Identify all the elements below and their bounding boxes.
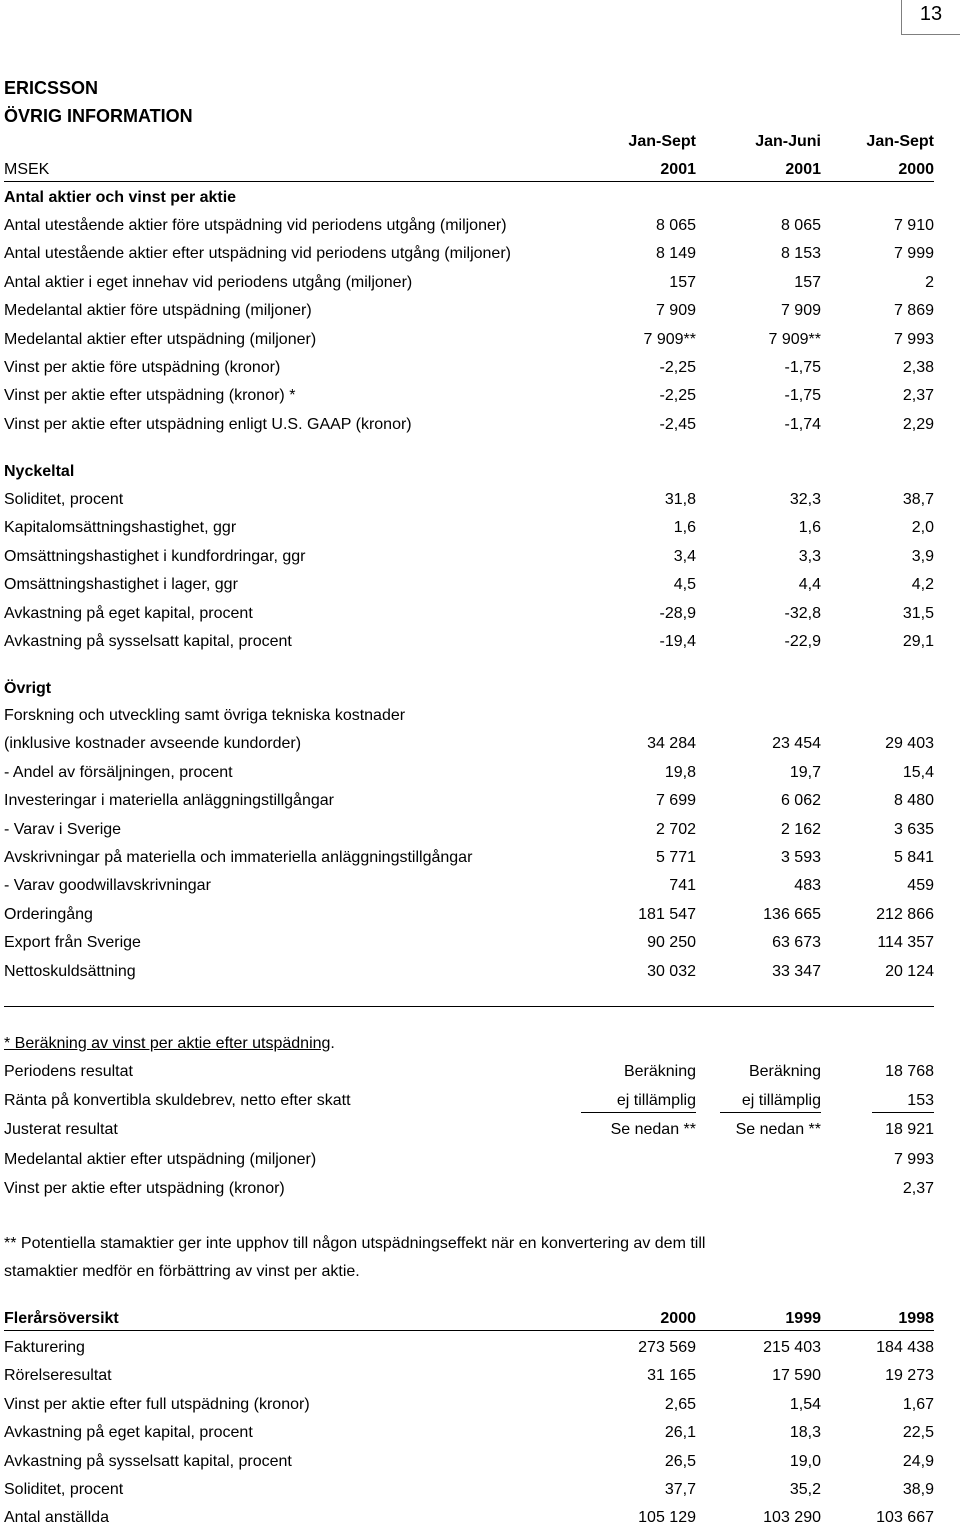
row-label: (inklusive kostnader avseende kundorder) [4, 735, 302, 753]
row-value-col2: 7 909** [768, 330, 821, 348]
calc-underline-col2 [720, 1112, 821, 1113]
row-value-col2: -1,75 [784, 387, 821, 405]
table-row [4, 382, 934, 410]
row-value-col3: 24,9 [902, 1452, 934, 1470]
row-value-col2: ej tillämplig [741, 1092, 821, 1110]
row-value-col1: 30 032 [647, 962, 696, 980]
table-row [4, 486, 934, 514]
row-label: Avkastning på sysselsatt kapital, procent [4, 633, 292, 650]
table-row [4, 759, 934, 787]
row-value-col1: 157 [669, 273, 696, 291]
row-value-col3: 31,5 [902, 604, 934, 622]
section-heading-text: Övrigt [4, 680, 52, 697]
table-row [4, 1419, 934, 1447]
row-value-col3: 7 910 [893, 217, 934, 234]
row-value-col2: 8 065 [780, 217, 821, 234]
row-label: Soliditet, procent [4, 491, 124, 508]
row-value-col2: -1,74 [784, 415, 821, 433]
row-label: Avkastning på sysselsatt kapital, procent [4, 1452, 292, 1470]
header-rule [4, 181, 934, 182]
table-row [4, 872, 934, 900]
header-col3-period: Jan-Sept [866, 133, 934, 150]
row-value-col2: 103 290 [763, 1509, 821, 1527]
table-row [4, 1476, 934, 1504]
row-value-col3: 8 480 [893, 792, 934, 810]
row-label: Rörelseresultat [4, 1367, 112, 1385]
row-value-col2: 1,54 [789, 1395, 821, 1413]
multiyear-header-row [4, 1305, 934, 1333]
row-value-col2: 63 673 [772, 934, 821, 952]
row-label: Medelantal aktier före utspädning (miljoner) [4, 302, 312, 320]
row-value-col3: 103 667 [876, 1509, 934, 1527]
row-value-col3: 459 [907, 877, 934, 895]
table-row [4, 297, 934, 325]
row-value-col3: 4,2 [911, 576, 934, 594]
row-value-col1: 7 909** [643, 330, 696, 348]
row-value-col3: 19 273 [885, 1367, 934, 1385]
header-col1-year: 2001 [660, 161, 696, 178]
header-col2-year: 2001 [785, 161, 821, 178]
row-label: Export från Sverige [4, 934, 141, 952]
row-value-col2: Beräkning [748, 1063, 821, 1080]
calc-underline-col1 [581, 1112, 696, 1113]
section-heading-key-ratios [4, 458, 934, 486]
row-value-col2: 1,6 [798, 519, 821, 537]
table-row [4, 600, 934, 628]
row-value-col2: 3,3 [798, 547, 821, 565]
row-value-col3: 114 357 [877, 934, 934, 952]
table-row [4, 411, 934, 439]
table-row [4, 901, 934, 929]
section-heading-other [4, 675, 934, 703]
table-row [4, 1087, 934, 1115]
row-value-col2: 4,4 [798, 576, 821, 594]
row-value-col3: 18 921 [885, 1121, 934, 1139]
row-value-col1: 34 284 [647, 735, 696, 753]
row-label: Nettoskuldsättning [4, 962, 136, 980]
section-heading-text: Nyckeltal [4, 463, 75, 480]
row-value-col3: 20 124 [885, 962, 934, 980]
row-value-col3: 3 635 [893, 820, 934, 838]
row-value-col2: 33 347 [772, 962, 821, 980]
row-label: Orderingång [4, 905, 93, 923]
table-row [4, 212, 934, 240]
footnote-line2: stamaktier medför en förbättring av vinst per aktie. [4, 1263, 360, 1280]
table-row [4, 1448, 934, 1476]
row-label: Vinst per aktie efter utspädning (kronor) [4, 1179, 285, 1197]
row-label: Omsättningshastighet i kundfordringar, ggr [4, 547, 306, 565]
row-label: Fakturering [4, 1339, 85, 1356]
row-value-col2: 8 153 [780, 245, 821, 263]
header-col2-period: Jan-Juni [755, 133, 821, 150]
row-label: Antal utestående aktier efter utspädning vid periodens utgång (miljoner) [4, 245, 511, 263]
row-value-col3: 2,29 [902, 415, 934, 433]
row-value-col3: 5 841 [893, 849, 934, 866]
page-subtitle: ÖVRIG INFORMATION [4, 106, 193, 126]
section-heading-text: Antal aktier och vinst per aktie [4, 189, 237, 206]
row-value-col1: ej tillämplig [616, 1092, 696, 1110]
table-row [4, 354, 934, 382]
row-label: Antal utestående aktier före utspädning vid periodens utgång (miljoner) [4, 217, 507, 234]
calc-underline-col3 [872, 1112, 934, 1113]
row-value-col3: 2,37 [902, 1179, 934, 1197]
table-row [4, 844, 934, 872]
section-heading-shares [4, 184, 934, 212]
table-row [4, 1116, 934, 1144]
row-value-col1: Se nedan ** [610, 1121, 696, 1139]
row-value-col1: -2,25 [659, 387, 696, 405]
row-value-col2: Se nedan ** [735, 1121, 821, 1139]
row-value-col2: 3 593 [780, 849, 821, 866]
table-row [4, 240, 934, 268]
table-row [4, 514, 934, 542]
row-label: Forskning och utveckling samt övriga tekniska kostnader [4, 707, 406, 724]
row-value-col3: 153 [907, 1092, 934, 1110]
table-row [4, 816, 934, 844]
row-value-col1: 31 165 [647, 1367, 696, 1385]
row-value-col3: 2,38 [902, 359, 934, 376]
row-value-col2: 6 062 [780, 792, 821, 810]
row-value-col2: 35,2 [789, 1481, 821, 1498]
row-value-col3: 38,9 [902, 1481, 934, 1498]
calc-heading-dot: . [330, 1035, 335, 1052]
row-label: Avkastning på eget kapital, procent [4, 604, 253, 622]
row-value-col1: 273 569 [638, 1339, 696, 1356]
row-value-col3: 7 869 [893, 302, 934, 320]
row-value-col3: 2,37 [902, 387, 934, 405]
row-value-col1: 5 771 [655, 849, 696, 866]
row-value-col1: 2,65 [664, 1395, 696, 1413]
table-row [4, 1362, 934, 1390]
row-value-col2: 215 403 [763, 1339, 821, 1356]
table-row [4, 1391, 934, 1419]
unit-label: MSEK [4, 161, 50, 178]
multiyear-col1-year: 2000 [660, 1310, 696, 1327]
page-number: 13 [901, 0, 960, 35]
header-period-row [4, 128, 934, 156]
row-label: Antal anställda [4, 1509, 109, 1527]
row-label: Justerat resultat [4, 1121, 118, 1139]
calc-heading-underlined: * Beräkning av vinst per aktie efter utspädning [4, 1035, 331, 1052]
row-value-col2: 23 454 [772, 735, 821, 753]
row-label: Omsättningshastighet i lager, ggr [4, 576, 238, 594]
header-col3-year: 2000 [898, 161, 934, 178]
row-label: - Varav i Sverige [4, 820, 122, 838]
row-value-col3: 1,67 [902, 1395, 934, 1413]
row-value-col1: -19,4 [659, 633, 696, 650]
table-row [4, 787, 934, 815]
row-value-col1: 3,4 [673, 547, 696, 565]
section-divider [4, 1006, 934, 1007]
row-label: Vinst per aktie efter utspädning (kronor) * [4, 387, 296, 405]
table-row [4, 1175, 934, 1203]
table-row [4, 628, 934, 656]
row-value-col1: 37,7 [664, 1481, 696, 1498]
multiyear-col2-year: 1999 [785, 1310, 821, 1327]
row-label: Vinst per aktie efter utspädning enligt U.S. GAAP (kronor) [4, 415, 412, 433]
row-value-col1: 7 699 [655, 792, 696, 810]
row-value-col1: Beräkning [623, 1063, 696, 1080]
row-value-col1: 26,1 [664, 1424, 696, 1442]
row-label: Periodens resultat [4, 1063, 133, 1080]
row-value-col2: -1,75 [784, 359, 821, 376]
table-row [4, 1334, 934, 1362]
table-row [4, 1146, 934, 1174]
row-value-col2: 19,7 [789, 763, 821, 781]
row-label: - Varav goodwillavskrivningar [4, 877, 211, 895]
row-value-col1: 7 909 [655, 302, 696, 320]
table-row [4, 929, 934, 957]
table-row [4, 269, 934, 297]
table-row [4, 730, 934, 758]
row-value-col3: 2,0 [911, 519, 934, 537]
row-label: Investeringar i materiella anläggningstillgångar [4, 792, 334, 810]
row-value-col1: 31,8 [664, 491, 696, 508]
calc-heading [4, 1030, 934, 1058]
multiyear-heading: Flerårsöversikt [4, 1310, 119, 1327]
company-title: ERICSSON [4, 78, 99, 98]
row-label: Soliditet, procent [4, 1481, 124, 1498]
row-label: Kapitalomsättningshastighet, ggr [4, 519, 237, 537]
row-value-col1: -28,9 [659, 604, 696, 622]
row-value-col3: 212 866 [876, 905, 934, 923]
calc-heading-text [4, 1030, 335, 1058]
row-value-col1: 8 149 [655, 245, 696, 263]
table-row [4, 1058, 934, 1086]
row-value-col2: 157 [794, 273, 821, 291]
row-value-col2: -22,9 [784, 633, 821, 650]
table-row [4, 702, 934, 730]
table-row [4, 571, 934, 599]
row-value-col1: 2 702 [655, 820, 696, 838]
row-label: Vinst per aktie efter full utspädning (kronor) [4, 1395, 310, 1413]
row-value-col1: 741 [669, 877, 696, 895]
row-value-col2: 19,0 [789, 1452, 821, 1470]
row-value-col1: 1,6 [673, 519, 696, 537]
header-col1-period: Jan-Sept [628, 133, 696, 150]
row-value-col2: 7 909 [780, 302, 821, 320]
row-value-col2: 18,3 [789, 1424, 821, 1442]
row-value-col1: 26,5 [664, 1452, 696, 1470]
row-value-col1: 19,8 [664, 763, 696, 781]
multiyear-col3-year: 1998 [898, 1310, 934, 1327]
row-value-col3: 29,1 [902, 633, 934, 650]
table-row [4, 543, 934, 571]
row-value-col3: 7 999 [893, 245, 934, 263]
row-value-col2: 136 665 [763, 905, 821, 923]
row-value-col1: 181 547 [638, 905, 696, 923]
table-row [4, 326, 934, 354]
row-value-col3: 7 993 [893, 330, 934, 348]
row-label: Avkastning på eget kapital, procent [4, 1424, 253, 1442]
row-label: Medelantal aktier efter utspädning (miljoner) [4, 330, 317, 348]
row-value-col3: 38,7 [902, 491, 934, 508]
footnote-line1: ** Potentiella stamaktier ger inte upphov till någon utspädningseffekt när en konvertering av dem till [4, 1235, 706, 1252]
row-label: - Andel av försäljningen, procent [4, 763, 233, 781]
row-value-col1: 4,5 [673, 576, 696, 594]
row-value-col2: 2 162 [780, 820, 821, 838]
row-value-col3: 3,9 [911, 547, 934, 565]
row-value-col3: 29 403 [885, 735, 934, 753]
row-value-col1: 90 250 [647, 934, 696, 952]
row-value-col2: -32,8 [784, 604, 821, 622]
row-value-col3: 184 438 [876, 1339, 934, 1356]
row-value-col3: 2 [925, 273, 934, 291]
multiyear-rule [4, 1330, 934, 1331]
table-row [4, 958, 934, 986]
row-value-col3: 7 993 [893, 1150, 934, 1168]
row-value-col1: -2,45 [659, 415, 696, 433]
row-value-col2: 483 [794, 877, 821, 895]
row-label: Avskrivningar på materiella och immateriella anläggningstillgångar [4, 849, 473, 866]
row-label: Medelantal aktier efter utspädning (miljoner) [4, 1150, 317, 1168]
row-value-col2: 17 590 [772, 1367, 821, 1385]
row-value-col1: -2,25 [659, 359, 696, 376]
row-value-col3: 15,4 [902, 763, 934, 781]
row-value-col1: 8 065 [655, 217, 696, 234]
row-value-col3: 22,5 [902, 1424, 934, 1442]
row-value-col3: 18 768 [885, 1063, 934, 1080]
row-value-col2: 32,3 [789, 491, 821, 508]
header-year-row [4, 156, 934, 184]
table-row [4, 1504, 934, 1532]
row-label: Antal aktier i eget innehav vid periodens utgång (miljoner) [4, 273, 413, 291]
row-label: Ränta på konvertibla skuldebrev, netto efter skatt [4, 1092, 351, 1110]
row-label: Vinst per aktie före utspädning (kronor) [4, 359, 281, 376]
row-value-col1: 105 129 [638, 1509, 696, 1527]
